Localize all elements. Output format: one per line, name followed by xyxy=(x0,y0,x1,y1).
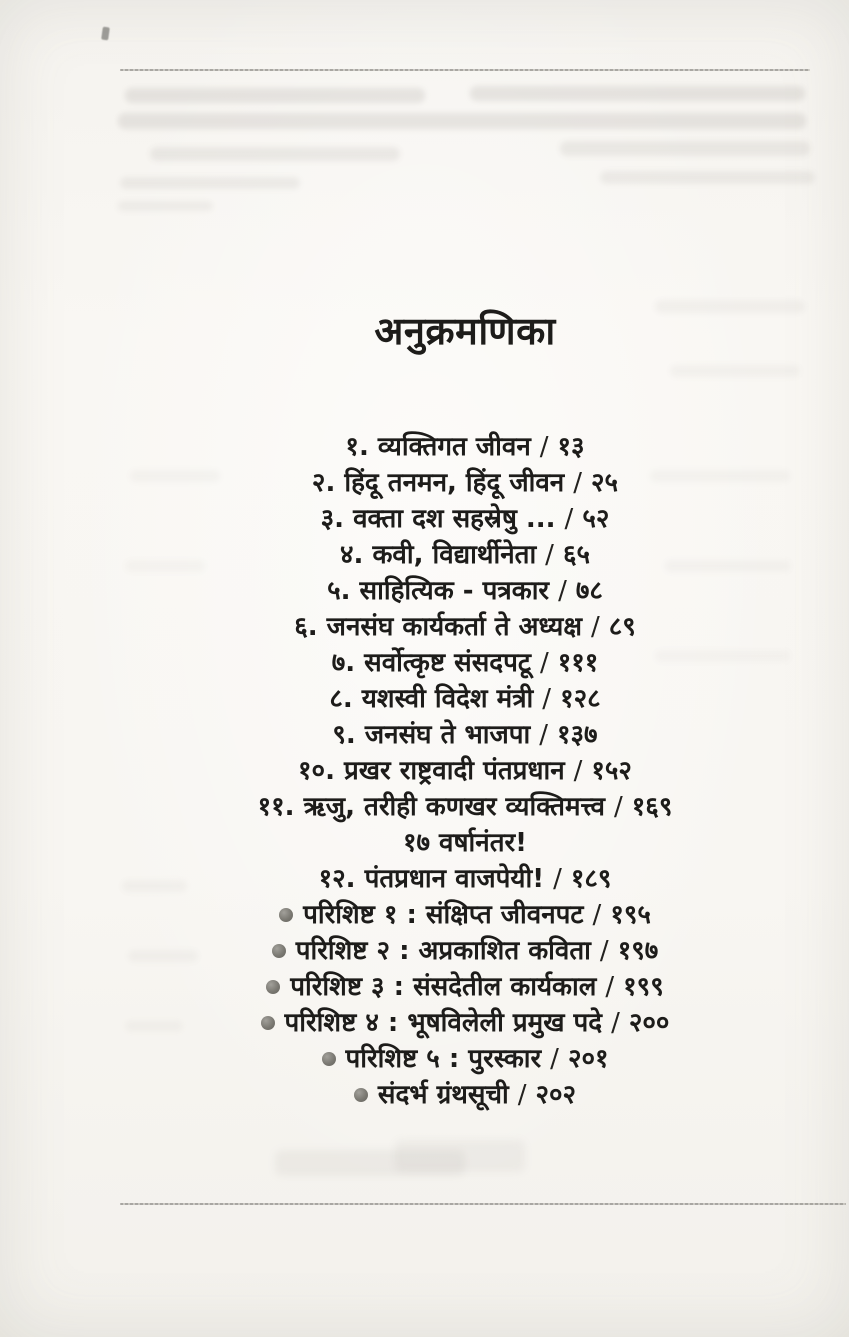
separator: / xyxy=(539,720,549,750)
appendix-label: परिशिष्ट ३ : संसदेतील कार्यकाल xyxy=(290,972,597,1002)
toc-entry-label: ७. सर्वोत्कृष्ट संसदपटू xyxy=(331,648,531,678)
appendix-label: परिशिष्ट ४ : भूषविलेली प्रमुख पदे xyxy=(284,1008,603,1038)
separator: / xyxy=(539,432,549,462)
bottom-rule xyxy=(120,1203,846,1205)
appendix-entry xyxy=(85,1005,845,1041)
toc-entry-page: ८९ xyxy=(608,612,636,642)
toc-entry-label: ११. ऋजु, तरीही कणखर व्यक्तिमत्त्व xyxy=(257,792,606,822)
ink-speck xyxy=(101,27,110,41)
toc-entry-page: ५२ xyxy=(582,504,610,534)
bullet-icon xyxy=(261,1016,275,1030)
toc-entry xyxy=(85,537,845,573)
separator: / xyxy=(614,792,623,822)
separator: / xyxy=(590,612,600,642)
toc-entry-page: १८९ xyxy=(570,864,612,894)
appendix-entry xyxy=(85,1041,845,1077)
toc-entry xyxy=(85,861,845,897)
separator: / xyxy=(545,540,554,570)
bullet-icon xyxy=(322,1052,336,1066)
toc-entry-page: ६५ xyxy=(562,540,590,570)
bullet-icon xyxy=(279,908,293,922)
bullet-icon xyxy=(354,1088,368,1102)
appendix-page: २०१ xyxy=(567,1044,609,1074)
separator: / xyxy=(599,936,609,966)
toc-entry-label: ९. जनसंघ ते भाजपा xyxy=(332,720,531,750)
toc-entry xyxy=(85,717,845,753)
separator: / xyxy=(592,900,602,930)
separator: / xyxy=(573,468,583,498)
toc-entry-label: १. व्यक्तिगत जीवन xyxy=(345,432,531,462)
appendix-page: २०० xyxy=(628,1008,670,1038)
bleedthrough-text-blur xyxy=(118,201,213,211)
separator: / xyxy=(564,504,574,534)
table-of-contents xyxy=(85,429,845,1113)
toc-entry-label: ५. साहित्यिक - पत्रकार xyxy=(327,576,550,606)
bullet-icon xyxy=(272,944,286,958)
toc-entry xyxy=(85,789,845,825)
appendix-entry xyxy=(85,969,845,1005)
appendix-page: १९७ xyxy=(617,936,659,966)
toc-entry xyxy=(85,465,845,501)
toc-entry xyxy=(85,681,845,717)
appendix-label: परिशिष्ट ५ : पुरस्कार xyxy=(345,1044,542,1074)
appendix-label: परिशिष्ट १ : संक्षिप्त जीवनपट xyxy=(303,900,584,930)
separator: / xyxy=(550,1044,559,1074)
toc-entry xyxy=(85,609,845,645)
appendix-page: २०२ xyxy=(535,1080,577,1110)
appendix-entry xyxy=(85,1077,845,1113)
bleedthrough-text-blur xyxy=(560,141,810,156)
bleedthrough-text-blur xyxy=(670,365,800,377)
separator: / xyxy=(539,648,549,678)
handwriting-bleedthrough-blur xyxy=(395,1140,525,1172)
separator: / xyxy=(573,756,583,786)
toc-entry-page: १६९ xyxy=(631,792,673,822)
toc-entry-page: १११ xyxy=(557,648,599,678)
bleedthrough-text-blur xyxy=(118,113,806,129)
toc-entry-page: १३ xyxy=(557,432,585,462)
appendix-entry xyxy=(85,897,845,933)
top-rule xyxy=(120,69,810,71)
toc-entry-label: २. हिंदू तनमन, हिंदू जीवन xyxy=(311,468,565,498)
toc-entry-page: ७८ xyxy=(575,576,603,606)
toc-entry xyxy=(85,753,845,789)
bleedthrough-text-blur xyxy=(125,88,425,103)
toc-entry xyxy=(85,429,845,465)
toc-entry-page: १३७ xyxy=(557,720,598,750)
separator: / xyxy=(605,972,615,1002)
appendix-label: संदर्भ ग्रंथसूची xyxy=(377,1080,509,1110)
appendix-entry xyxy=(85,933,845,969)
page-title: अनुक्रमणिका xyxy=(374,309,556,353)
toc-entry-page: २५ xyxy=(591,468,619,498)
toc-entry xyxy=(85,645,845,681)
toc-entry xyxy=(85,573,845,609)
toc-entry-label: १०. प्रखर राष्ट्रवादी पंतप्रधान xyxy=(298,756,565,786)
appendix-page: १९५ xyxy=(610,900,651,930)
bleedthrough-text-blur xyxy=(470,86,805,101)
bleedthrough-text-blur xyxy=(600,171,815,184)
separator: / xyxy=(558,576,567,606)
toc-entry xyxy=(85,501,845,537)
separator: / xyxy=(517,1080,527,1110)
bleedthrough-text-blur xyxy=(120,177,300,189)
separator: / xyxy=(542,684,552,714)
interlude-heading: १७ वर्षानंतर! xyxy=(402,828,528,858)
appendix-page: १९९ xyxy=(623,972,664,1002)
toc-entry-page: १२८ xyxy=(560,684,601,714)
toc-entry-label: ८. यशस्वी विदेश मंत्री xyxy=(329,684,534,714)
bullet-icon xyxy=(266,980,280,994)
bleedthrough-text-blur xyxy=(150,147,400,161)
toc-entry-label: ६. जनसंघ कार्यकर्ता ते अध्यक्ष xyxy=(294,612,582,642)
separator: / xyxy=(553,864,562,894)
separator: / xyxy=(611,1008,620,1038)
toc-entry-page: १५२ xyxy=(591,756,632,786)
toc-entry-label: ४. कवी, विद्यार्थीनेता xyxy=(340,540,537,570)
toc-entry-label: ३. वक्ता दश सहस्रेषु ... xyxy=(320,504,556,534)
appendix-label: परिशिष्ट २ : अप्रकाशित कविता xyxy=(295,936,591,966)
toc-entry-label: १२. पंतप्रधान वाजपेयी! xyxy=(318,864,545,894)
